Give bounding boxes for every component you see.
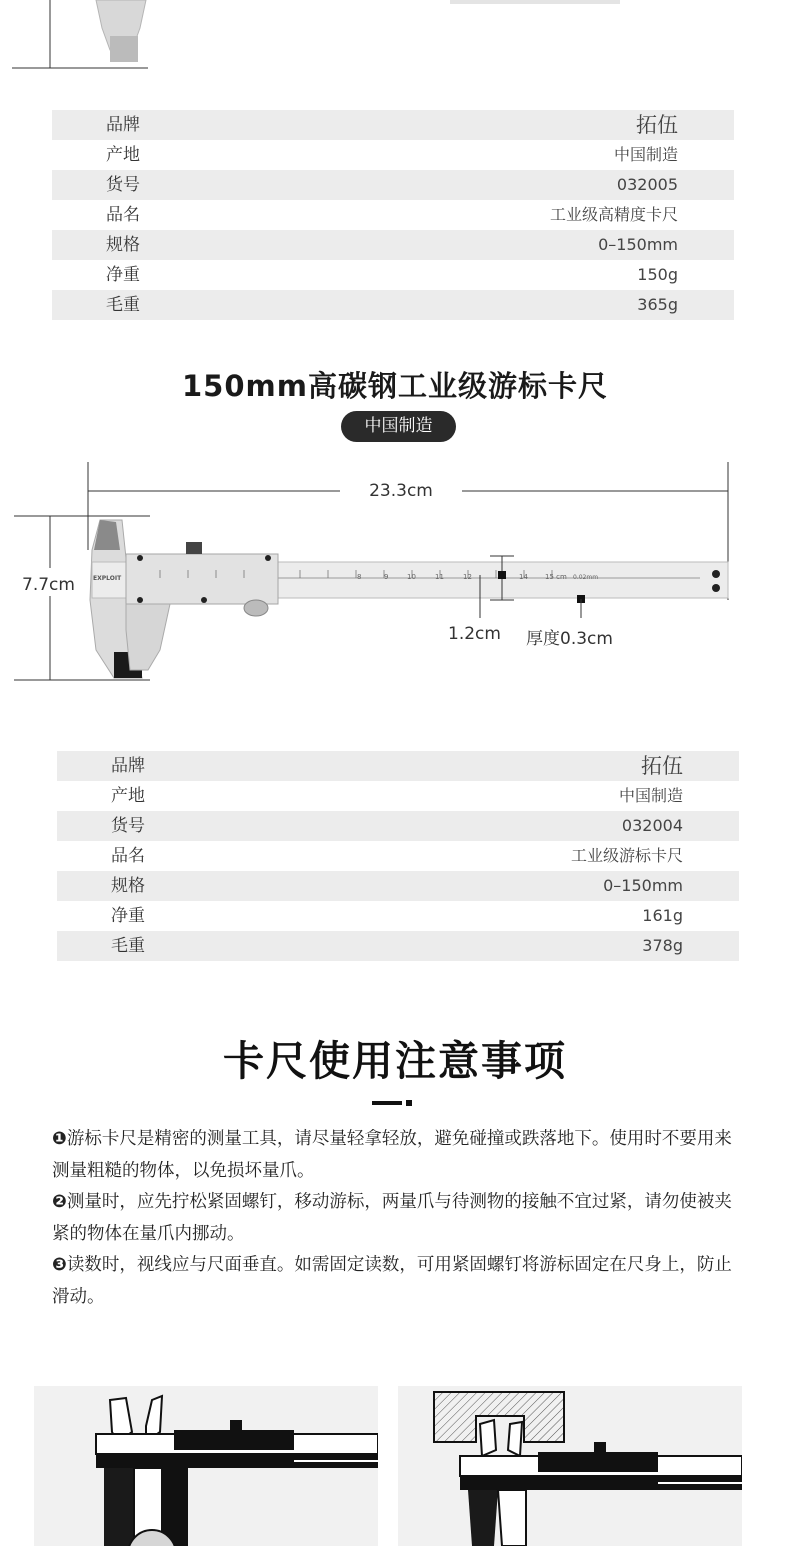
scale-number-10: 10 — [407, 573, 416, 581]
spec-key: 毛重 — [106, 295, 140, 315]
spec-key: 品牌 — [106, 115, 140, 135]
spec-key: 货号 — [111, 816, 145, 836]
spec-value: 378g — [642, 936, 683, 955]
precision-mark: 0.02mm — [573, 574, 599, 581]
length-dimension-label: 23.3cm — [369, 481, 433, 501]
width-dimension-label: 1.2cm — [448, 624, 501, 644]
scale-number-11: 11 — [435, 573, 444, 581]
note-text: 游标卡尺是精密的测量工具，请尽量轻拿轻放，避免碰撞或跌落地下。使用时不要用来测量粗糙的物体，以免损坏量爪。 — [52, 1129, 732, 1181]
spec-row-origin — [52, 140, 734, 170]
width-marker — [498, 571, 506, 579]
spec-key: 品名 — [111, 846, 145, 866]
note-text: 读数时，视线应与尺面垂直。如需固定读数，可用紧固螺钉将游标固定在尺身上，防止滑动。 — [52, 1255, 732, 1307]
usage-illustration-outer-measure — [34, 1386, 378, 1546]
spec-row-item-no — [52, 170, 734, 200]
spec-row-spec — [57, 871, 739, 901]
note-number: ❶ — [52, 1129, 67, 1149]
usage-illustration-inner-measure — [398, 1386, 742, 1546]
spec-key: 规格 — [111, 876, 145, 896]
spec-value: 中国制造 — [613, 145, 678, 164]
spec-value: 161g — [642, 906, 683, 925]
spec-value: 150g — [637, 265, 678, 284]
spec-key: 净重 — [106, 265, 140, 285]
note-item-1 — [52, 1124, 746, 1187]
spec-row-net-weight — [52, 260, 734, 290]
note-item-3 — [52, 1250, 746, 1313]
spec-value: 032004 — [621, 816, 683, 835]
spec-table-2 — [57, 751, 739, 961]
spec-row-brand — [52, 110, 734, 140]
spec-value: 0–150mm — [603, 876, 683, 895]
spec-row-brand — [57, 751, 739, 781]
scale-number-8: 8 — [357, 573, 362, 581]
spec-row-net-weight — [57, 901, 739, 931]
note-item-2 — [52, 1187, 746, 1250]
notes-title-divider-dot — [406, 1100, 412, 1106]
made-in-china-badge: 中国制造 — [341, 411, 456, 442]
spec-value: 拓伍 — [641, 754, 683, 778]
spec-row-origin — [57, 781, 739, 811]
spec-value: 工业级高精度卡尺 — [549, 205, 678, 224]
notes-title-divider — [372, 1101, 402, 1105]
vernier-caliper-image — [90, 520, 728, 678]
scale-number-15: 15 cm — [545, 573, 567, 581]
spec-row-gross-weight — [57, 931, 739, 961]
caliper-jaw-fragment-image — [0, 0, 790, 72]
spec-key: 货号 — [106, 175, 140, 195]
spec-row-gross-weight — [52, 290, 734, 320]
caliper-brand-mark: EXPLOIT — [93, 575, 122, 582]
scale-number-12: 12 — [463, 573, 472, 581]
spec-row-product-name — [57, 841, 739, 871]
thickness-dimension-label: 厚度0.3cm — [526, 629, 613, 649]
spec-key: 净重 — [111, 906, 145, 926]
scale-number-14: 14 — [519, 573, 528, 581]
spec-value: 拓伍 — [636, 113, 678, 137]
note-text: 测量时，应先拧松紧固螺钉，移动游标，两量爪与待测物的接触不宜过紧，请勿使被夹紧的物体在量爪内挪动。 — [52, 1192, 732, 1244]
spec-value: 365g — [637, 295, 678, 314]
spec-value: 中国制造 — [618, 786, 683, 805]
notes-title: 卡尺使用注意事项 — [223, 1037, 567, 1085]
notes-list — [52, 1124, 746, 1313]
spec-key: 产地 — [106, 145, 140, 165]
top-image-fragment — [0, 0, 790, 72]
spec-value: 工业级游标卡尺 — [570, 846, 683, 865]
spec-key: 产地 — [111, 786, 145, 806]
spec-table-1 — [52, 110, 734, 320]
spec-row-product-name — [52, 200, 734, 230]
note-number: ❷ — [52, 1192, 67, 1212]
spec-value: 0–150mm — [598, 235, 678, 254]
spec-key: 规格 — [106, 235, 140, 255]
spec-key: 毛重 — [111, 936, 145, 956]
spec-key: 品牌 — [111, 756, 145, 776]
product-title: 150mm高碳钢工业级游标卡尺 — [182, 369, 608, 403]
spec-value: 032005 — [616, 175, 678, 194]
scale-number-9: 9 — [384, 573, 389, 581]
height-dimension-label: 7.7cm — [22, 575, 75, 595]
spec-key: 品名 — [106, 205, 140, 225]
note-number: ❸ — [52, 1255, 67, 1275]
spec-row-item-no — [57, 811, 739, 841]
spec-row-spec — [52, 230, 734, 260]
